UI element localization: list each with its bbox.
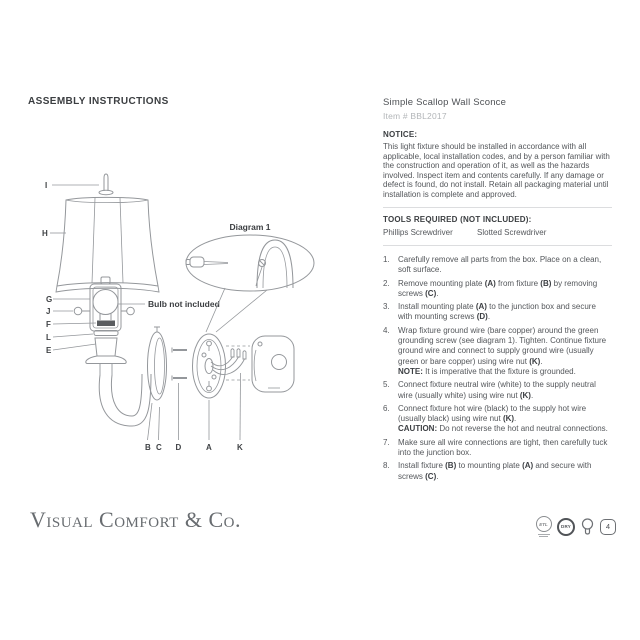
instruction-step: 8. Install fixture (B) to mounting plate (A) and secure with screws (C).	[383, 461, 592, 481]
instructions-column	[383, 97, 612, 485]
part-label-l: L	[46, 333, 51, 342]
part-label-g: G	[46, 295, 53, 304]
exploded-diagram	[20, 160, 380, 475]
group-4-badge: 4	[600, 519, 616, 535]
steps-list	[383, 255, 612, 482]
etl-intertek-mark-icon: ETL	[534, 516, 553, 537]
page-title: ASSEMBLY INSTRUCTIONS	[28, 96, 169, 107]
lightbulb-icon	[581, 518, 594, 536]
part-label-c: C	[156, 443, 162, 452]
instruction-step: 1. Carefully remove all parts from the box. Place on a clean, soft surface.	[383, 255, 602, 275]
socket-shell-part	[97, 321, 115, 327]
shade-part	[56, 197, 159, 292]
mounting-screws-part	[172, 348, 187, 381]
product-item-number: Item # BBL2017	[383, 111, 447, 121]
wire-nuts-part	[211, 346, 250, 380]
part-label-b: B	[145, 443, 151, 452]
part-label-f: F	[46, 320, 51, 329]
diagram-1-detail	[186, 235, 314, 332]
tool-item: Phillips Screwdriver	[383, 228, 453, 237]
part-label-i: I	[45, 181, 48, 190]
instruction-step: 4. Wrap fixture ground wire (bare copper) around the green grounding screw (see diagram 1). Tighten. Continue fixture ground wire and connect to supply ground wire (usually green or bare copper) using wire nut (K). NOTE: It is imperative that the fixture is grounded.	[383, 325, 607, 376]
diagram-1-title: Diagram 1	[229, 222, 271, 232]
instruction-step: 7. Make sure all wire connections are tight, then carefully tuck into the junction box.	[383, 437, 608, 458]
socket-parts	[86, 331, 127, 376]
bulb-part	[93, 290, 118, 321]
tools-label: TOOLS REQUIRED (NOT INCLUDED):	[383, 215, 532, 224]
certification-badges	[534, 516, 616, 537]
notice-text: This light fixture should be installed in accordance with all applicable, local installation codes, and by a person familiar with the construction and operation of it, as well as the hazards involved. Inspect item and contents carefully. If any damage or defect is found, do not install. Retain all packaging material until installation is complete and approved.	[383, 142, 610, 199]
arm-backplate-part	[99, 327, 166, 426]
instruction-step: 5. Connect fixture neutral wire (white) to the supply neutral wire (usually white) using wire nut (K).	[383, 380, 596, 400]
part-label-j: J	[46, 307, 51, 316]
part-label-a: A	[206, 443, 212, 452]
instruction-step: 6. Connect fixture hot wire (black) to the supply hot wire (usually black) using wire nut (K). CAUTION: Do not reverse the hot and neutral connections.	[383, 403, 608, 434]
bottom-leaders	[148, 373, 241, 440]
bulb-note: Bulb not included	[148, 299, 220, 309]
instruction-step: 2. Remove mounting plate (A) from fixture (B) by removing screws (C).	[383, 278, 598, 298]
part-label-e: E	[46, 346, 52, 355]
divider	[383, 207, 612, 208]
notice-label: NOTICE:	[383, 130, 418, 139]
instruction-step: 3. Install mounting plate (A) to the junction box and secure with mounting screws (D).	[383, 302, 596, 322]
finial-part	[99, 174, 113, 195]
part-label-h: H	[42, 229, 48, 238]
tools-row	[383, 228, 612, 237]
brand-logo: Visual Comfort & Co.	[30, 507, 241, 532]
junction-box	[252, 336, 294, 392]
part-label-d: D	[175, 443, 182, 452]
dry-rated-badge: DRY	[557, 518, 575, 536]
product-name: Simple Scallop Wall Sconce	[383, 97, 507, 108]
tool-item: Slotted Screwdriver	[477, 228, 547, 237]
part-label-k: K	[237, 443, 243, 452]
divider	[383, 245, 612, 246]
